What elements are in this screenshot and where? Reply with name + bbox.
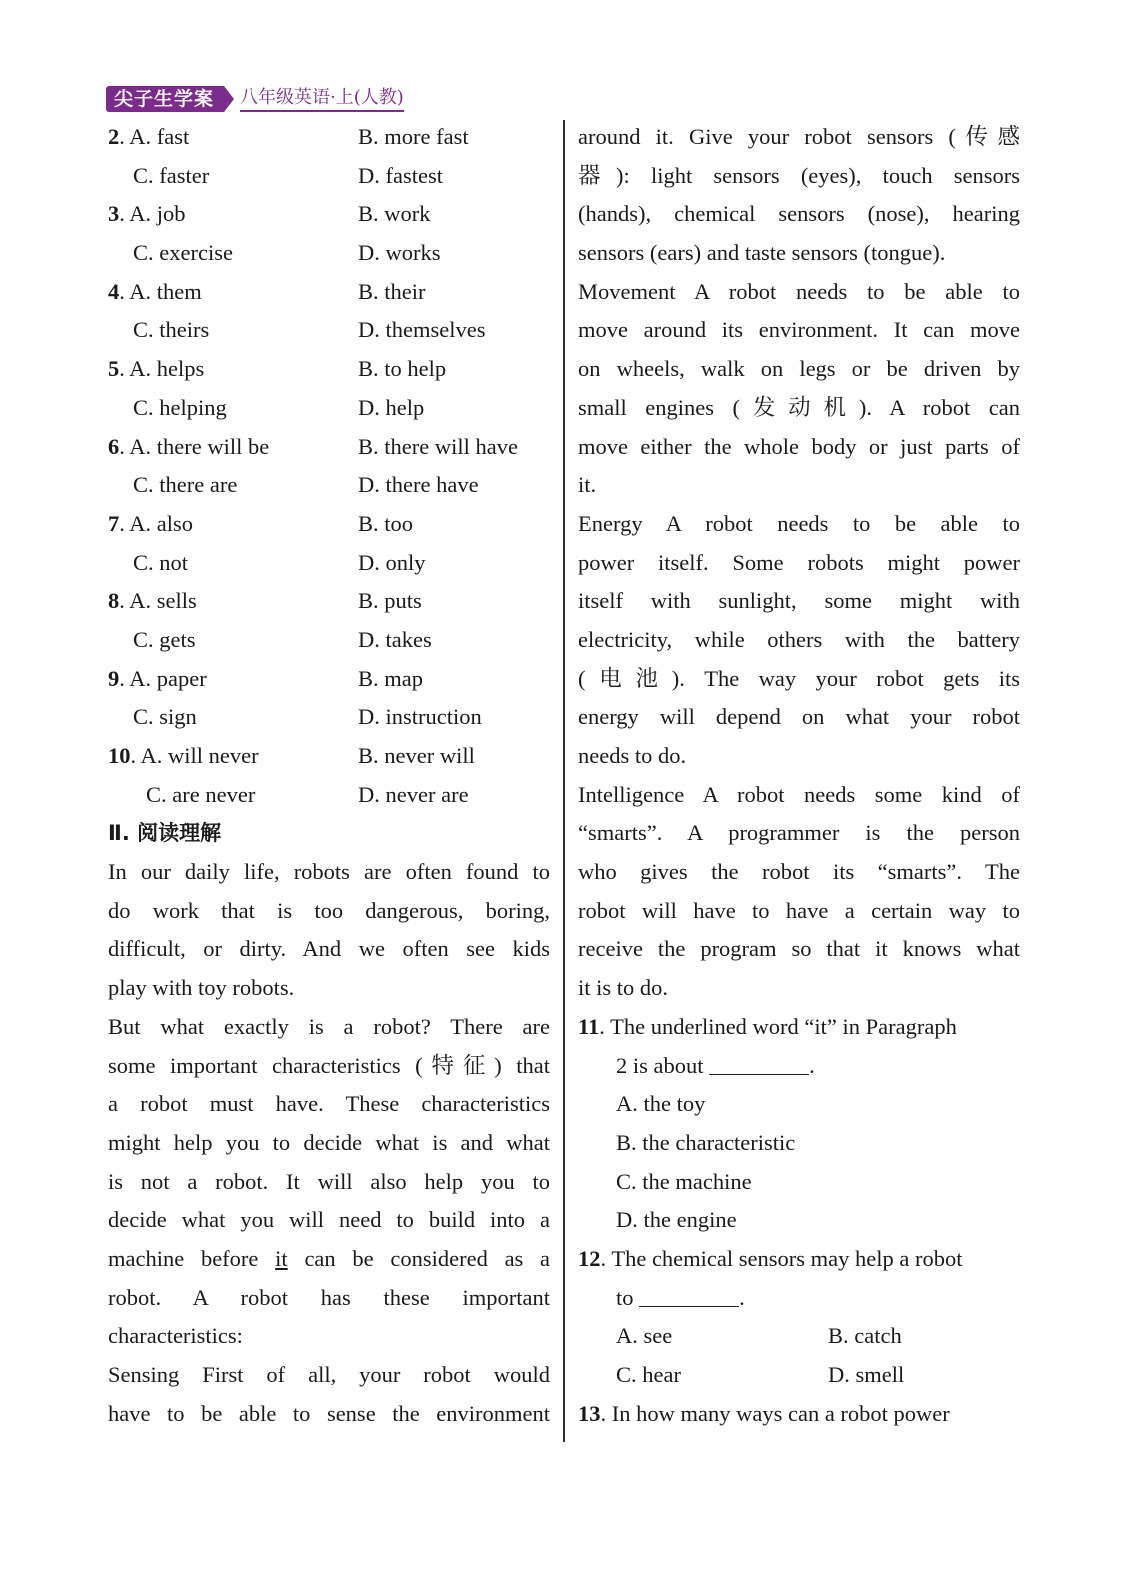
column-divider bbox=[563, 120, 565, 1442]
option-c[interactable]: C. not bbox=[133, 549, 189, 575]
question-number: 9 bbox=[108, 665, 120, 691]
option-a[interactable]: A. the toy bbox=[616, 1091, 706, 1117]
passage-line: move around its environment. It can move bbox=[578, 317, 1020, 343]
question-number: 2 bbox=[108, 124, 120, 149]
passage-text: can be considered as a bbox=[304, 1245, 551, 1271]
passage-line: difficult, or dirty. And we often see kids bbox=[108, 936, 550, 962]
left-column bbox=[108, 118, 550, 1433]
passage-line: (hands), chemical sensors (nose), hearing bbox=[578, 201, 1020, 227]
option-d[interactable]: D. help bbox=[358, 394, 425, 420]
reading-passage-part1 bbox=[108, 853, 550, 1433]
question-number: 12 bbox=[578, 1245, 601, 1271]
passage-line: it is to do. bbox=[578, 975, 669, 1001]
cloze-question-row bbox=[108, 466, 550, 505]
passage-line: play with toy robots. bbox=[108, 975, 295, 1001]
cloze-question-row: 6. A. there will be B. there will have bbox=[108, 428, 550, 467]
option-d[interactable]: D. only bbox=[358, 549, 426, 575]
option-d[interactable]: D. smell bbox=[828, 1362, 905, 1387]
passage-line: do work that is too dangerous, boring, bbox=[108, 897, 550, 923]
option-c[interactable]: C. the machine bbox=[616, 1168, 752, 1194]
option-b[interactable]: B. catch bbox=[828, 1323, 902, 1349]
option-d[interactable]: D. never are bbox=[358, 781, 469, 807]
option-b[interactable]: B. the characteristic bbox=[616, 1129, 796, 1155]
option-a[interactable]: A. helps bbox=[129, 356, 205, 382]
question-number: 5 bbox=[108, 356, 120, 382]
question-text: . The chemical sensors may help a robot bbox=[600, 1245, 963, 1271]
passage-line: have to be able to sense the environment bbox=[108, 1400, 550, 1426]
option-b[interactable]: B. there will have bbox=[358, 433, 518, 459]
passage-line: around it. Give your robot sensors (传感 bbox=[578, 124, 1020, 149]
brand-label: 尖子生学案 bbox=[106, 86, 224, 112]
answer-blank bbox=[709, 1054, 809, 1075]
passage-line: electricity, while others with the battery bbox=[578, 626, 1020, 652]
passage-line: some important characteristics (特征) that bbox=[108, 1052, 550, 1078]
passage-line: characteristics: bbox=[108, 1323, 243, 1349]
cloze-question-row bbox=[108, 389, 550, 428]
passage-line: Movement A robot needs to be able to bbox=[578, 278, 1020, 304]
option-b[interactable]: B. map bbox=[358, 665, 423, 691]
cloze-question-row bbox=[108, 698, 550, 737]
option-d[interactable]: D. instruction bbox=[358, 704, 482, 730]
option-d[interactable]: D. there have bbox=[358, 472, 479, 498]
passage-line: sensors (ears) and taste sensors (tongue). bbox=[578, 240, 946, 266]
cloze-question-row bbox=[108, 157, 550, 196]
cloze-question-row: 4. A. them B. their bbox=[108, 273, 550, 312]
passage-line: move either the whole body or just parts of bbox=[578, 433, 1020, 459]
passage-line: Sensing First of all, your robot would bbox=[108, 1362, 550, 1387]
passage-line: might help you to decide what is and what bbox=[108, 1129, 550, 1155]
passage-line: Energy A robot needs to be able to bbox=[578, 510, 1020, 536]
option-a[interactable]: A. will never bbox=[140, 743, 259, 768]
option-d[interactable]: D. themselves bbox=[358, 317, 486, 343]
passage-line: it. bbox=[578, 472, 597, 498]
passage-line: energy will depend on what your robot bbox=[578, 704, 1020, 730]
cloze-question-row bbox=[108, 621, 550, 660]
passage-line: power itself. Some robots might power bbox=[578, 549, 1020, 575]
passage-text: machine before bbox=[108, 1245, 259, 1271]
cloze-question-row: 5. A. helps B. to help bbox=[108, 350, 550, 389]
question-text: . The underlined word “it” in Paragraph bbox=[599, 1013, 957, 1039]
answer-blank bbox=[639, 1286, 739, 1307]
option-b[interactable]: B. more fast bbox=[358, 124, 469, 149]
passage-line: (电池). The way your robot gets its bbox=[578, 665, 1020, 691]
question-number: 11 bbox=[578, 1013, 600, 1039]
passage-line bbox=[108, 1240, 550, 1279]
option-d[interactable]: D. fastest bbox=[358, 162, 443, 188]
passage-line: Intelligence A robot needs some kind of bbox=[578, 781, 1020, 807]
page-header bbox=[106, 86, 404, 112]
passage-line: receive the program so that it knows what bbox=[578, 936, 1020, 962]
question-number: 13 bbox=[578, 1400, 601, 1426]
passage-line: on wheels, walk on legs or be driven by bbox=[578, 356, 1020, 382]
section-title: Ⅱ. 阅读理解 bbox=[108, 821, 222, 846]
option-a[interactable]: A. fast bbox=[129, 124, 190, 149]
cloze-question-row: 2. A. fast B. more fast bbox=[108, 118, 550, 157]
question-number: 6 bbox=[108, 433, 120, 459]
passage-line: is not a robot. It will also help you to bbox=[108, 1168, 550, 1194]
passage-line: robot will have to have a certain way to bbox=[578, 897, 1020, 923]
question-number: 8 bbox=[108, 588, 120, 614]
question-text: to bbox=[616, 1284, 634, 1310]
question-text: 2 is about bbox=[616, 1052, 704, 1078]
option-a[interactable]: A. also bbox=[129, 510, 194, 536]
passage-line: a robot must have. These characteristics bbox=[108, 1091, 550, 1117]
passage-line: needs to do. bbox=[578, 743, 687, 768]
option-c[interactable]: C. faster bbox=[133, 162, 210, 188]
question-number: 4 bbox=[108, 278, 120, 304]
passage-line: 器): light sensors (eyes), touch sensors bbox=[578, 162, 1020, 188]
cloze-question-row: 3. A. job B. work bbox=[108, 195, 550, 234]
option-b[interactable]: B. work bbox=[358, 201, 431, 227]
cloze-question-row: 8. A. sells B. puts bbox=[108, 582, 550, 621]
question-text: . In how many ways can a robot power bbox=[600, 1400, 950, 1426]
option-b[interactable]: B. their bbox=[358, 278, 426, 304]
brand-arrow bbox=[224, 86, 234, 112]
cloze-question-row bbox=[108, 234, 550, 273]
option-c[interactable]: C. there are bbox=[133, 472, 238, 498]
option-c[interactable]: C. hear bbox=[616, 1362, 681, 1387]
option-c[interactable]: C. sign bbox=[133, 704, 197, 730]
cloze-question-row: 9. A. paper B. map bbox=[108, 660, 550, 699]
passage-line: But what exactly is a robot? There are bbox=[108, 1013, 550, 1039]
option-a[interactable]: A. them bbox=[129, 278, 202, 304]
question-13 bbox=[578, 1395, 1020, 1434]
option-b[interactable]: B. never will bbox=[358, 743, 475, 768]
passage-line: robot. A robot has these important bbox=[108, 1284, 550, 1310]
reading-passage-part2 bbox=[578, 118, 1020, 1008]
option-c[interactable]: C. gets bbox=[133, 626, 196, 652]
cloze-options-list bbox=[108, 118, 550, 814]
question-11 bbox=[578, 1008, 1020, 1047]
option-a[interactable]: A. sells bbox=[129, 588, 197, 614]
option-c[interactable]: C. helping bbox=[133, 394, 227, 420]
option-d[interactable]: D. the engine bbox=[616, 1207, 737, 1233]
passage-line: decide what you will need to build into a bbox=[108, 1207, 550, 1233]
cloze-question-row: 10. A. will never B. never will bbox=[108, 737, 550, 776]
option-d[interactable]: D. takes bbox=[358, 626, 432, 652]
option-c[interactable]: C. exercise bbox=[133, 240, 233, 266]
passage-line: In our daily life, robots are often found to bbox=[108, 859, 550, 885]
cloze-question-row bbox=[108, 776, 550, 815]
question-number: 3 bbox=[108, 201, 120, 227]
underlined-word-it: it bbox=[275, 1245, 288, 1271]
passage-line: who gives the robot its “smarts”. The bbox=[578, 859, 1020, 885]
option-a[interactable]: A. paper bbox=[129, 665, 207, 691]
cloze-question-row: 7. A. also B. too bbox=[108, 505, 550, 544]
option-b[interactable]: B. too bbox=[358, 510, 414, 536]
option-a[interactable]: A. job bbox=[129, 201, 186, 227]
cloze-question-row bbox=[108, 544, 550, 583]
option-b[interactable]: B. puts bbox=[358, 588, 422, 614]
option-c[interactable]: C. theirs bbox=[133, 317, 210, 343]
right-column: around it. Give your robot sensors (传感 器): light sensors (eyes), touch sensors (hands), chemical sensors (nose), hearing sensors (ears) and taste sensors (tongue). Movement A robot needs to be able to move around its environment. It can move on wheels, walk on legs or be driven by small engines (发动机). A robot can move either the whole body or just parts of it. Energy A robot needs to be able to power itself. Some robots might power itself with sunlight, some might with electricity, while others with the battery (电池). The way your robot gets its energy will depend on what your robot needs to do. Intelligence A robot needs some kind of “smarts”. A programmer is the person who gives the robot its “smarts”. The robot will have to have a certain way to receive the program so that it knows what it is to do. 11. The underlined word “it” in Paragraph 2 is about . A. the toy B. the characteristic C. the machine D. the engine 12. The chemical sensors may help a robot to . A. see B. catch C. hear D. smell 13. In how many ways can a robot power bbox=[578, 118, 1020, 1433]
option-d[interactable]: D. works bbox=[358, 240, 441, 266]
option-a[interactable]: A. there will be bbox=[129, 433, 270, 459]
option-a[interactable]: A. see bbox=[616, 1323, 673, 1349]
passage-line: “smarts”. A programmer is the person bbox=[578, 820, 1020, 846]
passage-line: small engines (发动机). A robot can bbox=[578, 394, 1020, 420]
option-b[interactable]: B. to help bbox=[358, 356, 447, 382]
question-number: 7 bbox=[108, 510, 120, 536]
option-c[interactable]: C. are never bbox=[146, 781, 256, 807]
cloze-question-row bbox=[108, 311, 550, 350]
passage-line: itself with sunlight, some might with bbox=[578, 588, 1020, 614]
question-number: 10 bbox=[108, 743, 131, 768]
book-subtitle: 八年级英语·上(人教) bbox=[240, 87, 404, 112]
question-12 bbox=[578, 1240, 1020, 1279]
